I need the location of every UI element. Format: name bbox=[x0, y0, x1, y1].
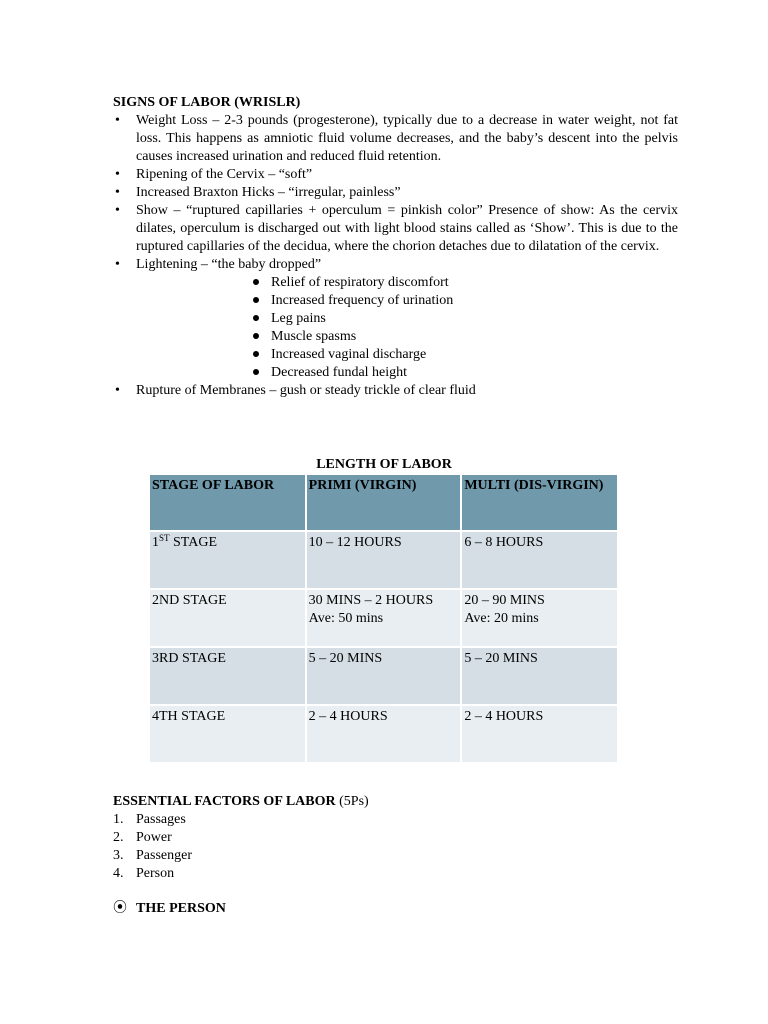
list-item-number: 3. bbox=[113, 848, 124, 863]
list-item-number: 4. bbox=[113, 866, 124, 881]
length-of-labor-table bbox=[150, 475, 617, 764]
list-item-text: Weight Loss – 2-3 pounds (progesterone), typically due to a decrease in water weight, not fat loss. This happens as amniotic fluid volume decreases, and the baby’s descent into the pelvis causes increased urination and reduced fluid retention. bbox=[136, 113, 678, 164]
list-item bbox=[113, 256, 678, 382]
essential-factors-title-bold: ESSENTIAL FACTORS OF LABOR bbox=[113, 794, 336, 809]
signs-of-labor-title: SIGNS OF LABOR (WRISLR) bbox=[113, 95, 301, 110]
list-item bbox=[113, 829, 192, 847]
lightening-sub-list bbox=[136, 274, 678, 382]
sub-list-item: Increased frequency of urination bbox=[271, 292, 678, 310]
column-header-multi: MULTI (DIS-VIRGIN) bbox=[461, 475, 617, 531]
table-row bbox=[150, 531, 617, 589]
list-item bbox=[113, 166, 678, 184]
table-row bbox=[150, 647, 617, 705]
sub-list-item: Leg pains bbox=[271, 310, 678, 328]
sub-list-item: Muscle spasms bbox=[271, 328, 678, 346]
multi-duration: 6 – 8 HOURS bbox=[464, 535, 544, 550]
primi-average: Ave: 50 mins bbox=[308, 611, 384, 626]
list-item-text: Passages bbox=[136, 812, 186, 827]
multi-cell bbox=[461, 531, 617, 589]
primi-cell bbox=[306, 531, 462, 589]
column-header-primi: PRIMI (VIRGIN) bbox=[306, 475, 462, 531]
table-row bbox=[150, 589, 617, 647]
the-person-title: THE PERSON bbox=[136, 901, 226, 916]
list-item-text: Passenger bbox=[136, 848, 192, 863]
stage-label: STAGE bbox=[169, 535, 218, 550]
list-item bbox=[113, 811, 192, 829]
stage-ordinal-suffix: ST bbox=[159, 533, 170, 543]
sub-list-item: Decreased fundal height bbox=[271, 364, 678, 382]
list-item-text: Person bbox=[136, 866, 175, 881]
primi-duration: 10 – 12 HOURS bbox=[308, 535, 402, 550]
list-item-text: Power bbox=[136, 830, 172, 845]
the-person-heading bbox=[113, 900, 226, 918]
stage-cell: 3RD STAGE bbox=[150, 647, 306, 705]
essential-factors-title-suffix: (5Ps) bbox=[335, 794, 369, 809]
list-item bbox=[113, 865, 192, 883]
list-item bbox=[113, 382, 678, 400]
multi-average: Ave: 20 mins bbox=[464, 611, 539, 626]
list-item-text: Ripening of the Cervix – “soft” bbox=[136, 167, 313, 182]
list-item-number: 1. bbox=[113, 812, 124, 827]
multi-duration: 20 – 90 MINS bbox=[464, 593, 545, 608]
length-of-labor-title: LENGTH OF LABOR bbox=[316, 457, 452, 472]
stage-cell: 2ND STAGE bbox=[150, 589, 306, 647]
table-header-row bbox=[150, 475, 617, 531]
list-item-text: Show – “ruptured capillaries + operculum = pinkish color” Presence of show: As the cervix dilates, operculum is discharged out with light blood stains called as ‘Show’. This is due to the ruptured capillaries of the decidua, where the chorion detaches due to dilatation of the cervix. bbox=[136, 203, 678, 254]
table-row bbox=[150, 705, 617, 763]
primi-duration: 30 MINS – 2 HOURS bbox=[308, 593, 434, 608]
stage-cell: 4TH STAGE bbox=[150, 705, 306, 763]
list-item-text: Rupture of Membranes – gush or steady trickle of clear fluid bbox=[136, 383, 476, 398]
list-item bbox=[113, 184, 678, 202]
list-item-text: Increased Braxton Hicks – “irregular, painless” bbox=[136, 185, 401, 200]
primi-cell: 2 – 4 HOURS bbox=[306, 705, 462, 763]
list-item bbox=[113, 112, 678, 166]
list-item-number: 2. bbox=[113, 830, 124, 845]
primi-cell: 5 – 20 MINS bbox=[306, 647, 462, 705]
multi-cell: 2 – 4 HOURS bbox=[461, 705, 617, 763]
essential-factors-list bbox=[113, 811, 192, 883]
primi-cell bbox=[306, 589, 462, 647]
signs-of-labor-list bbox=[113, 112, 678, 400]
multi-cell: 5 – 20 MINS bbox=[461, 647, 617, 705]
stage-cell bbox=[150, 531, 306, 589]
list-item-text: Lightening – “the baby dropped” bbox=[136, 257, 322, 272]
sub-list-item: Increased vaginal discharge bbox=[271, 346, 678, 364]
list-item bbox=[113, 202, 678, 256]
multi-cell bbox=[461, 589, 617, 647]
list-item bbox=[113, 847, 192, 865]
column-header-stage: STAGE OF LABOR bbox=[150, 475, 306, 531]
essential-factors-title bbox=[113, 793, 369, 811]
circled-dot-icon: ⦿ bbox=[113, 901, 127, 916]
sub-list-item: Relief of respiratory discomfort bbox=[271, 274, 678, 292]
stage-number: 1 bbox=[152, 535, 159, 550]
